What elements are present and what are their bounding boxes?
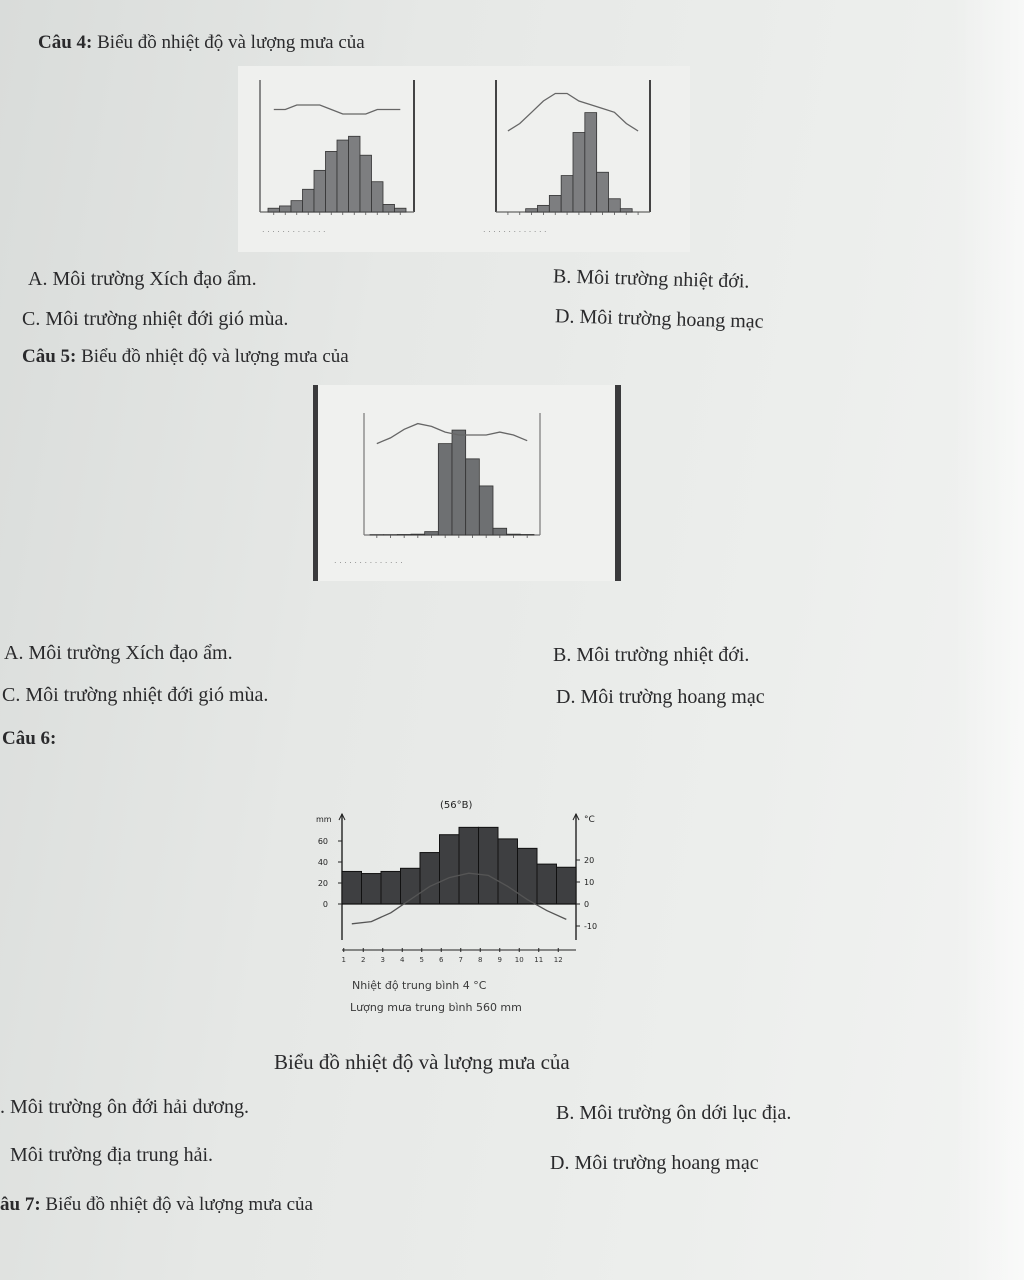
rain-bar [397, 534, 411, 535]
chart-title: (56°B) [440, 800, 473, 811]
q4-prefix: Câu 4: [38, 32, 93, 53]
rain-bar [585, 113, 597, 212]
left-tick-label: 40 [317, 858, 328, 867]
q4-title: Biểu đồ nhiệt độ và lượng mưa của [97, 32, 365, 53]
month-label: 10 [514, 956, 524, 964]
rain-bar [280, 206, 292, 212]
left-tick-label: 0 [322, 900, 328, 909]
q5-prefix: Câu 5: [22, 346, 77, 367]
rain-bar [493, 528, 507, 535]
q6-caption: Biểu đồ nhiệt độ và lượng mưa của [274, 1050, 570, 1074]
q5-caption: . . . . . . . . . . . . . . [334, 556, 403, 565]
q5-plot [364, 413, 540, 538]
rain-bar [520, 534, 534, 535]
rain-bar [395, 208, 407, 212]
rain-bar [479, 827, 499, 904]
q4-option-c[interactable]: C. Môi trường nhiệt đới gió mùa. [22, 308, 289, 330]
rain-bar [362, 874, 382, 904]
rain-bar [452, 430, 466, 535]
q4-chart-svg [238, 66, 690, 252]
rain-bar [479, 486, 493, 535]
q4-option-b[interactable]: B. Môi trường nhiệt đới. [552, 265, 750, 293]
month-label: 8 [478, 956, 483, 964]
rain-bar [326, 151, 338, 212]
rain-bar [314, 170, 326, 212]
q6-legend-rain: Lượng mưa trung bình 560 mm [350, 1001, 522, 1014]
rain-bar [303, 189, 315, 212]
rain-bar [440, 835, 460, 904]
rain-bar [383, 204, 395, 212]
q7-title: Biểu đồ nhiệt độ và lượng mưa của [45, 1194, 313, 1215]
q5-option-c[interactable]: C. Môi trường nhiệt đới gió mùa. [2, 684, 269, 706]
rain-bar [337, 140, 349, 212]
month-label: 4 [400, 956, 405, 964]
right-tick-label: 0 [584, 900, 590, 909]
right-tick-label: 10 [584, 878, 595, 887]
rain-bar [620, 209, 632, 212]
q4-option-a[interactable]: A. Môi trường Xích đạo ẩm. [28, 268, 257, 290]
rain-bar [411, 534, 425, 535]
page-fold-shadow [954, 0, 1024, 1280]
q5-chart [313, 385, 621, 581]
q6-option-d[interactable]: D. Môi trường hoang mạc [550, 1152, 759, 1174]
q5-chart-svg [318, 385, 604, 581]
q6-prefix: Câu 6: [2, 728, 57, 749]
rain-bar [526, 209, 538, 212]
rain-bar [573, 133, 585, 213]
q6-heading [2, 728, 56, 750]
q5-option-a[interactable]: A. Môi trường Xích đạo ẩm. [4, 642, 233, 664]
q6-plot [316, 800, 597, 964]
rain-bar [268, 208, 280, 212]
q6-option-c[interactable]: Môi trường địa trung hải. [10, 1144, 214, 1166]
right-unit: °C [584, 815, 595, 825]
q5-title: Biểu đồ nhiệt độ và lượng mưa của [81, 346, 349, 367]
q4-option-d[interactable]: D. Môi trường hoang mạc [554, 305, 764, 333]
month-label: 6 [439, 956, 444, 964]
rain-bar [498, 839, 518, 904]
rain-bar [537, 864, 557, 904]
rain-bar [459, 827, 479, 904]
right-tick-label: -10 [584, 922, 598, 931]
rain-bar [597, 172, 609, 212]
month-label: 2 [361, 956, 366, 964]
q6-option-b[interactable]: B. Môi trường ôn dới lục địa. [556, 1102, 792, 1124]
month-label: 3 [380, 956, 385, 964]
rain-bar [507, 534, 521, 535]
rain-bar [425, 532, 439, 535]
q5-heading [22, 346, 349, 368]
q5-option-d[interactable]: D. Môi trường hoang mạc [556, 686, 765, 708]
rain-bar [349, 136, 361, 212]
month-label: 9 [497, 956, 502, 964]
rain-bar [466, 459, 480, 535]
left-tick-label: 20 [317, 879, 328, 888]
q6-chart [300, 790, 620, 980]
month-label: 1 [341, 956, 346, 964]
rain-bar [401, 868, 421, 904]
rain-bar [360, 155, 372, 212]
q7-heading [0, 1194, 313, 1216]
q6-option-a[interactable]: . Môi trường ôn đới hải dương. [0, 1096, 249, 1118]
right-tick-label: 20 [584, 856, 595, 865]
rain-bar [342, 871, 362, 904]
rain-bar [538, 205, 550, 212]
month-label: 11 [534, 956, 544, 964]
q7-prefix: âu 7: [0, 1194, 41, 1215]
q5-option-b[interactable]: B. Môi trường nhiệt đới. [553, 644, 750, 666]
left-tick-label: 60 [317, 837, 328, 846]
q4-caption-left: . . . . . . . . . . . . . [262, 225, 326, 234]
rain-bar [557, 867, 577, 904]
q6-legend-temp: Nhiệt độ trung bình 4 °C [352, 979, 487, 992]
rain-bar [420, 853, 440, 904]
q4-caption-right: . . . . . . . . . . . . . [483, 225, 547, 234]
left-unit: mm [316, 815, 332, 824]
rain-bar [438, 444, 452, 535]
rain-bar [561, 176, 573, 212]
month-label: 7 [458, 956, 463, 964]
rain-bar [381, 871, 401, 904]
month-label: 12 [553, 956, 563, 964]
q4-heading [38, 32, 365, 54]
rain-bar [291, 201, 303, 212]
rain-bar [609, 199, 621, 212]
rain-bar [372, 182, 384, 212]
q4-charts [238, 66, 690, 252]
month-label: 5 [419, 956, 424, 964]
rain-bar [549, 195, 561, 212]
